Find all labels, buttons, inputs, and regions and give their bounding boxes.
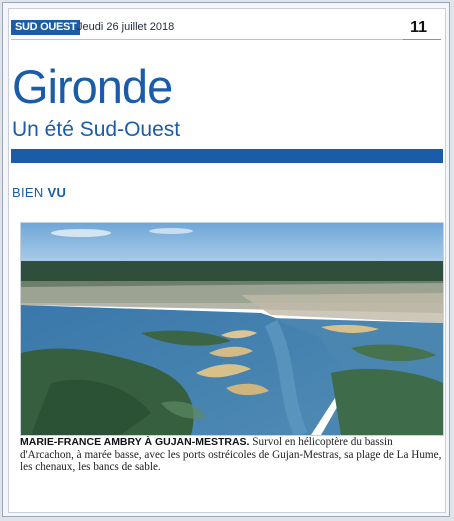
page-number: 11 [410, 19, 427, 36]
section-divider-bar [11, 149, 443, 163]
section-title: Gironde [12, 60, 173, 113]
clipping-frame [2, 2, 450, 517]
masthead-bar [11, 19, 441, 40]
photo-caption [20, 436, 444, 474]
newspaper-brand: SUD OUEST [11, 20, 80, 35]
rubric-label-part1: BIEN [12, 185, 48, 200]
issue-date: Jeudi 26 juillet 2018 [77, 21, 175, 33]
rubric-label [12, 185, 66, 201]
forest-horizon [21, 261, 443, 283]
page-number-rule [403, 39, 441, 40]
caption-credit: MARIE-FRANCE AMBRY À GUJAN-MESTRAS. [20, 436, 250, 448]
marsh-island-right [331, 369, 443, 435]
rubric-label-part2: VU [47, 185, 67, 200]
caption-text: Survol en hélicoptère du bassin d'Arcachon, à marée basse, avec les ports ostréicoles de Gujan-Mestras, sa plage de La Hume, les chenaux, les bancs de sable. [20, 436, 442, 474]
section-subtitle: Un été Sud-Ouest [12, 118, 181, 141]
newspaper-page [8, 8, 446, 513]
aerial-photo [20, 222, 444, 436]
aerial-photo-illustration [21, 223, 443, 435]
